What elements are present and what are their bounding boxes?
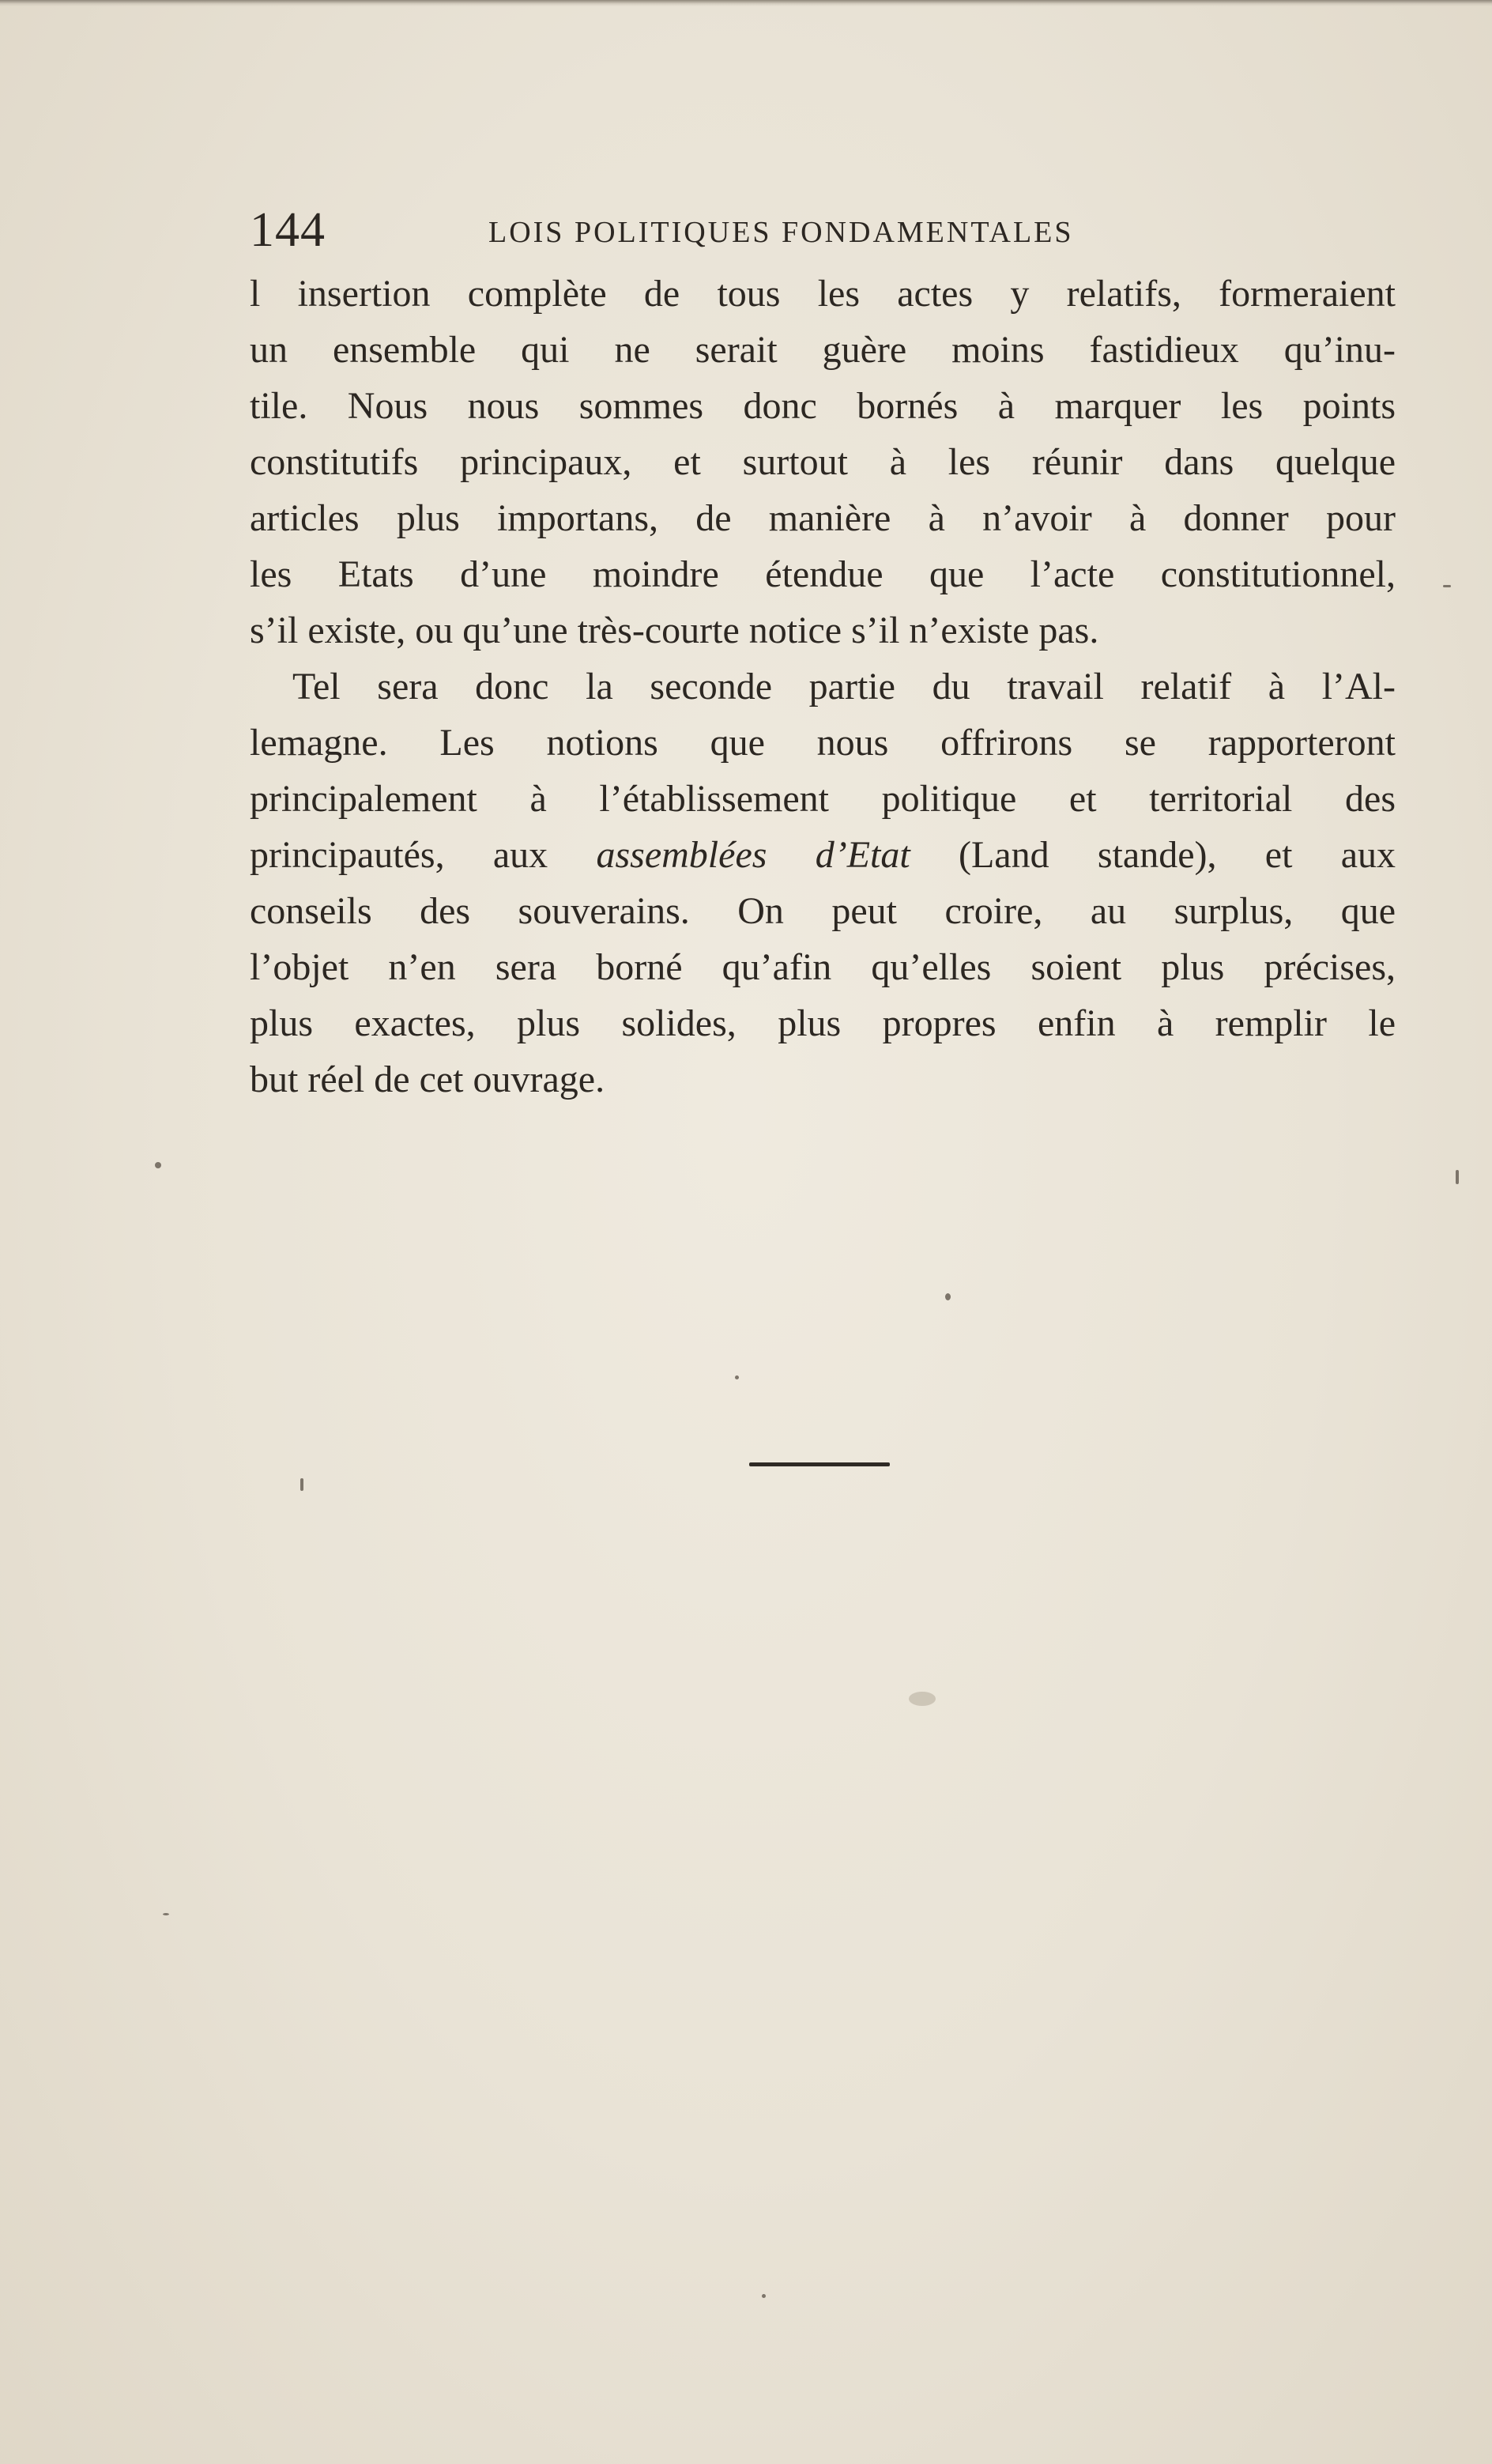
text-line: l insertion complète de tous les actes y relatifs, formeraient [250,273,1396,315]
paper-speck [945,1293,951,1300]
text-line: tile. Nous nous sommes donc bornés à marquer les points [250,385,1396,427]
paper-speck [909,1692,936,1706]
paper-speck [762,2294,766,2298]
paper-speck [163,1913,169,1915]
paragraph-end-line: s’il existe, ou qu’une très-courte notice s’il n’existe pas. [250,609,1099,651]
page-number: 144 [250,203,326,257]
paper-speck [300,1478,303,1491]
text-segment: principautés, aux [250,834,597,876]
text-line: les Etats d’une moindre étendue que l’acte constitutionnel, [250,553,1396,595]
section-end-rule [749,1462,890,1466]
paper-speck [1456,1170,1459,1184]
text-line: lemagne. Les notions que nous offrirons se rapporteront [250,722,1396,764]
paragraph-end-line: but réel de cet ouvrage. [250,1058,605,1100]
paper-speck [1443,585,1451,587]
body-text [250,266,1396,1107]
text-line: un ensemble qui ne serait guère moins fastidieux qu’inu- [250,329,1396,371]
text-line: principalement à l’établissement politique et territorial des [250,778,1396,820]
text-line: l’objet n’en sera borné qu’afin qu’elles soient plus précises, [250,946,1396,988]
paper-speck [155,1162,161,1168]
paragraph-start-line: Tel sera donc la seconde partie du travail relatif à l’Al- [292,666,1396,708]
text-line: plus exactes, plus solides, plus propres enfin à remplir le [250,1002,1396,1044]
running-head: LOIS POLITIQUES FONDAMENTALES [488,216,1074,249]
text-line: constitutifs principaux, et surtout à les réunir dans quelque [250,441,1396,483]
page-header [250,202,1396,258]
text-line: conseils des souverains. On peut croire, au surplus, que [250,890,1396,932]
text-segment: (Land stande), et aux [910,834,1396,876]
text-line: articles plus importans, de manière à n’avoir à donner pour [250,497,1396,539]
italic-term: assemblées d’Etat [596,834,910,876]
page-top-edge [0,0,1492,6]
text-line-with-italic [250,827,1396,883]
paper-speck [735,1375,739,1379]
